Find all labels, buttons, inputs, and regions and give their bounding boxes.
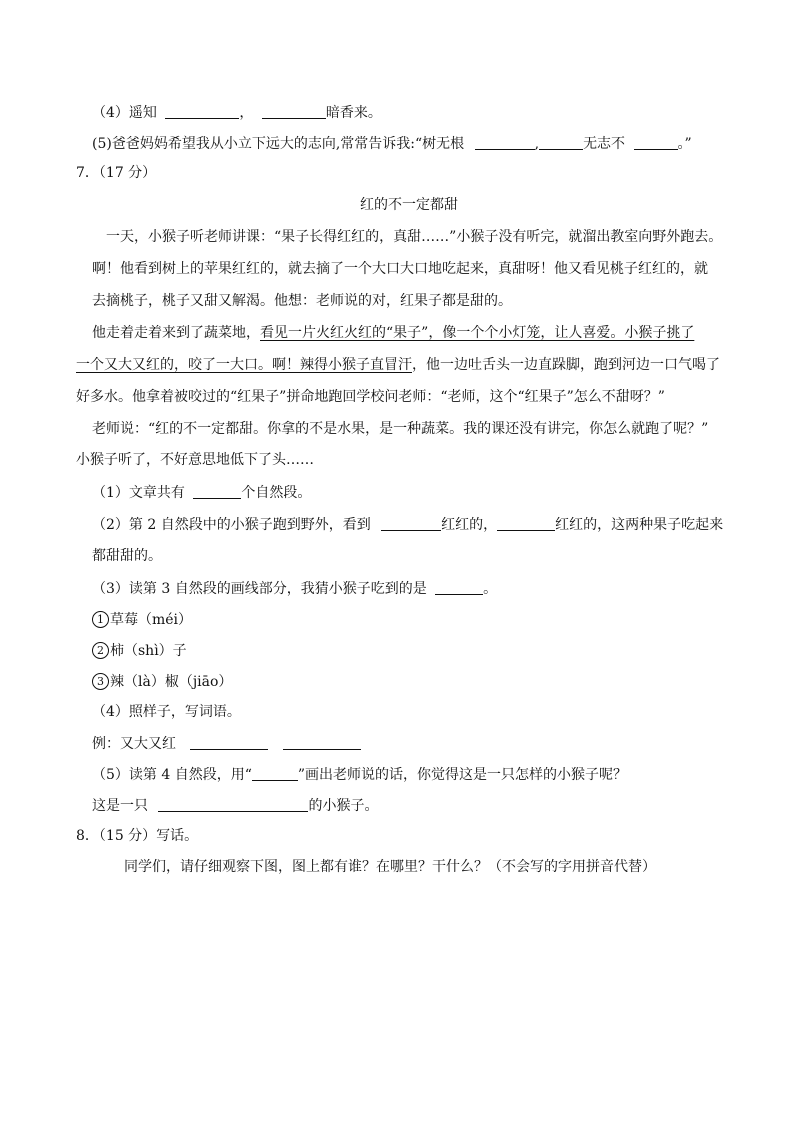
underlined-text: 看见一片火红火红的“果子”，像一个个小灯笼，让人喜爱。小猴子挑了 bbox=[260, 325, 695, 341]
answer-blank[interactable] bbox=[190, 735, 268, 750]
answer-blank[interactable] bbox=[435, 580, 483, 595]
passage-line: 小猴子听了，不好意思地低下了头…… bbox=[76, 452, 314, 468]
passage-line: 好多水。他拿着被咬过的“红果子”拼命地跑回学校问老师：“老师，这个“红果子”怎么不甜呀？” bbox=[76, 389, 665, 405]
answer-blank[interactable] bbox=[475, 135, 535, 150]
answer-blank[interactable] bbox=[158, 797, 308, 812]
answer-blank[interactable] bbox=[634, 135, 678, 150]
q6-item-4: （4）遥知 ， 暗香来。 bbox=[92, 105, 382, 121]
option-2[interactable]: 2 柿（shì）子 bbox=[92, 642, 187, 659]
q8-prompt: 同学们，请仔细观察下图，图上都有谁？在哪里？干什么？（不会写的字用拼音代替） bbox=[124, 859, 656, 875]
answer-blank[interactable] bbox=[262, 104, 326, 119]
q8-header: 8．（15 分）写话。 bbox=[76, 828, 199, 844]
underlined-text: 一个又大又红的，咬了一大口。啊！辣得小猴子直冒汗 bbox=[76, 357, 412, 373]
q7-header: 7．（17 分） bbox=[76, 165, 157, 181]
circled-number: 1 bbox=[92, 611, 109, 628]
option-3[interactable]: 3 辣（là）椒（jiāo） bbox=[92, 673, 232, 690]
q6-item-5: (5)爸爸妈妈希望我从小立下远大的志向,常常告诉我:“树无根 , 无志不 。” bbox=[92, 136, 692, 152]
answer-blank[interactable] bbox=[539, 135, 583, 150]
answer-blank[interactable] bbox=[381, 516, 441, 531]
underline-sample bbox=[252, 766, 298, 781]
passage-title: 红的不一定都甜 bbox=[360, 197, 458, 213]
subquestion-4-example: 例：又大又红 bbox=[92, 735, 361, 752]
subquestion-2-cont: 都甜甜的。 bbox=[92, 548, 162, 564]
subquestion-5-answer: 这是一只 的小猴子。 bbox=[92, 798, 379, 814]
passage-line: 啊！他看到树上的苹果红红的，就去摘了一个大口大口地吃起来，真甜呀！他又看见桃子红红的，就 bbox=[92, 261, 708, 277]
subquestion-3: （3）读第 3 自然段的画线部分，我猜小猴子吃到的是 。 bbox=[92, 581, 498, 597]
subquestion-5: （5）读第 4 自然段，用“ ”画出老师说的话，你觉得这是一只怎样的小猴子呢？ bbox=[92, 767, 628, 783]
answer-blank[interactable] bbox=[193, 484, 241, 499]
answer-blank[interactable] bbox=[165, 104, 239, 119]
passage-line: 去摘桃子，桃子又甜又解渴。他想：老师说的对，红果子都是甜的。 bbox=[92, 293, 512, 309]
circled-number: 2 bbox=[92, 642, 109, 659]
passage-line: 一个又大又红的，咬了一大口。啊！辣得小猴子直冒汗，他一边吐舌头一边直跺脚，跑到河边一口气喝了 bbox=[76, 357, 720, 373]
subquestion-2: （2）第 2 自然段中的小猴子跑到野外，看到 红红的， 红红的，这两种果子吃起来 bbox=[92, 517, 724, 533]
subquestion-4: （4）照样子，写词语。 bbox=[92, 704, 241, 720]
passage-line: 他走着走着来到了蔬菜地，看见一片火红火红的“果子”，像一个个小灯笼，让人喜爱。小猴子挑了 bbox=[92, 325, 695, 341]
passage-line: 老师说：“红的不一定都甜。你拿的不是水果，是一种蔬菜。我的课还没有讲完，你怎么就跑了呢？” bbox=[92, 421, 709, 437]
circled-number: 3 bbox=[92, 673, 109, 690]
answer-blank[interactable] bbox=[497, 516, 555, 531]
answer-blank[interactable] bbox=[283, 735, 361, 750]
option-1[interactable]: 1 草莓（méi） bbox=[92, 611, 192, 628]
subquestion-1: （1）文章共有 个自然段。 bbox=[92, 485, 312, 501]
passage-line: 一天，小猴子听老师讲课：“果子长得红红的，真甜……”小猴子没有听完，就溜出教室向野外跑去。 bbox=[106, 229, 723, 245]
